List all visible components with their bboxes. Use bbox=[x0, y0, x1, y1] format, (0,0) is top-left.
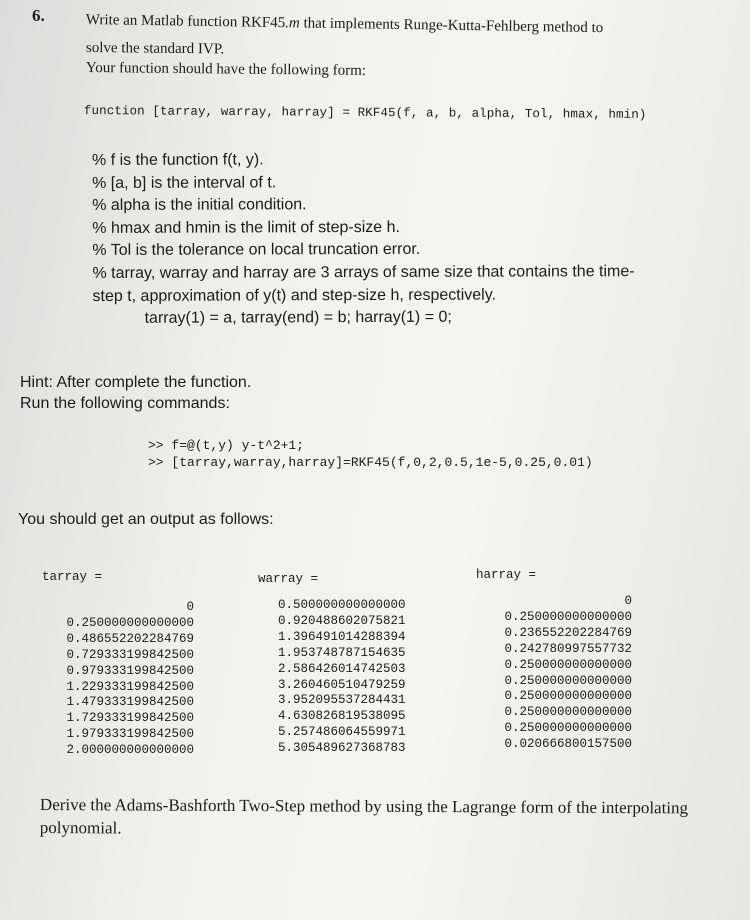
warray-value: 1.953748787154635 bbox=[278, 645, 406, 660]
harray-value: 0.236552202284769 bbox=[504, 625, 632, 640]
harray-value: 0.250000000000000 bbox=[504, 705, 632, 720]
harray-value: 0.250000000000000 bbox=[504, 673, 632, 688]
hint-block bbox=[20, 372, 251, 414]
tarray-header: tarray = bbox=[42, 570, 103, 584]
harray-value: 0.250000000000000 bbox=[504, 689, 632, 704]
command-block bbox=[148, 437, 593, 471]
command-line: >> f=@(t,y) y-t^2+1; bbox=[148, 438, 305, 453]
comment-line: % alpha is the initial condition. bbox=[92, 196, 307, 215]
harray-value: 0.250000000000000 bbox=[504, 721, 632, 736]
warray-value: 0.920488602075821 bbox=[278, 613, 406, 628]
comment-line: step t, approximation of y(t) and step-size h, respectively. bbox=[92, 286, 496, 305]
comment-block bbox=[92, 148, 733, 331]
hint-line-1: Hint: After complete the function. bbox=[20, 374, 252, 391]
question-number: 6. bbox=[32, 6, 45, 25]
tarray-value: 0.250000000000000 bbox=[66, 615, 194, 630]
question-line-3: Your function should have the following form: bbox=[85, 60, 367, 79]
tarray-value: 1.729333199842500 bbox=[66, 711, 194, 726]
tarray-value: 2.000000000000000 bbox=[66, 743, 194, 758]
derive-line-1: Derive the Adams-Bashforth Two-Step method by using the Lagrange form of the interpolating bbox=[39, 795, 689, 818]
warray-value: 4.630826819538095 bbox=[278, 709, 406, 724]
harray-value: 0.250000000000000 bbox=[504, 609, 632, 624]
warray-value: 3.260460510479259 bbox=[278, 677, 406, 692]
tarray-value: 0.729333199842500 bbox=[66, 647, 194, 662]
harray-value: 0.242780997557732 bbox=[504, 641, 632, 656]
comment-line: % f is the function f(t, y). bbox=[92, 151, 264, 169]
tarray-value: 0 bbox=[186, 600, 194, 614]
warray-value: 3.952095537284431 bbox=[278, 693, 406, 708]
tarray-value: 1.979333199842500 bbox=[66, 727, 194, 742]
tarray-value: 1.229333199842500 bbox=[66, 679, 194, 694]
comment-line: % Tol is the tolerance on local truncation error. bbox=[92, 241, 421, 260]
comment-line: % [a, b] is the interval of t. bbox=[92, 173, 277, 192]
harray-value: 0.020666800157500 bbox=[504, 737, 632, 752]
derive-question bbox=[40, 793, 750, 843]
question-line-1-prefix: Write an Matlab function RKF45 bbox=[85, 12, 286, 32]
harray-header: harray = bbox=[476, 568, 537, 582]
warray-value: 0.500000000000000 bbox=[278, 598, 406, 612]
tarray-value: 0.486552202284769 bbox=[66, 631, 194, 646]
tarray-values bbox=[40, 600, 194, 759]
expected-output-caption: You should get an output as follows: bbox=[18, 511, 274, 528]
question-line-1-ext: .m bbox=[285, 15, 300, 32]
warray-values bbox=[278, 598, 412, 757]
tarray-value: 0.979333199842500 bbox=[66, 663, 194, 678]
question-line-1-suffix: that implements Runge-Kutta-Fehlberg method to bbox=[299, 15, 604, 37]
hint-line-2: Run the following commands: bbox=[20, 395, 230, 412]
comment-line: % tarray, warray and harray are 3 arrays of same size that contains the time- bbox=[92, 263, 635, 282]
question-line-2: solve the standard IVP. bbox=[85, 40, 225, 58]
harray-values bbox=[496, 594, 632, 753]
harray-value: 0 bbox=[624, 594, 632, 608]
warray-value: 2.586426014742503 bbox=[278, 661, 406, 676]
comment-line: tarray(1) = a, tarray(end) = b; harray(1) = 0; bbox=[144, 308, 452, 327]
comment-line: % hmax and hmin is the limit of step-size h. bbox=[92, 218, 400, 237]
warray-header: warray = bbox=[258, 572, 319, 586]
warray-value: 5.305489627368783 bbox=[278, 741, 406, 756]
harray-value: 0.250000000000000 bbox=[504, 657, 632, 672]
function-signature: function [tarray, warray, harray] = RKF45(f, a, b, alpha, Tol, hmax, hmin) bbox=[83, 104, 647, 122]
derive-line-2: polynomial. bbox=[39, 817, 122, 838]
command-line: >> [tarray,warray,harray]=RKF45(f,0,2,0.5,1e-5,0.25,0.01) bbox=[148, 455, 593, 470]
tarray-value: 1.479333199842500 bbox=[66, 695, 194, 710]
warray-value: 1.396491014288394 bbox=[278, 629, 406, 644]
warray-value: 5.257486064559971 bbox=[278, 725, 406, 740]
